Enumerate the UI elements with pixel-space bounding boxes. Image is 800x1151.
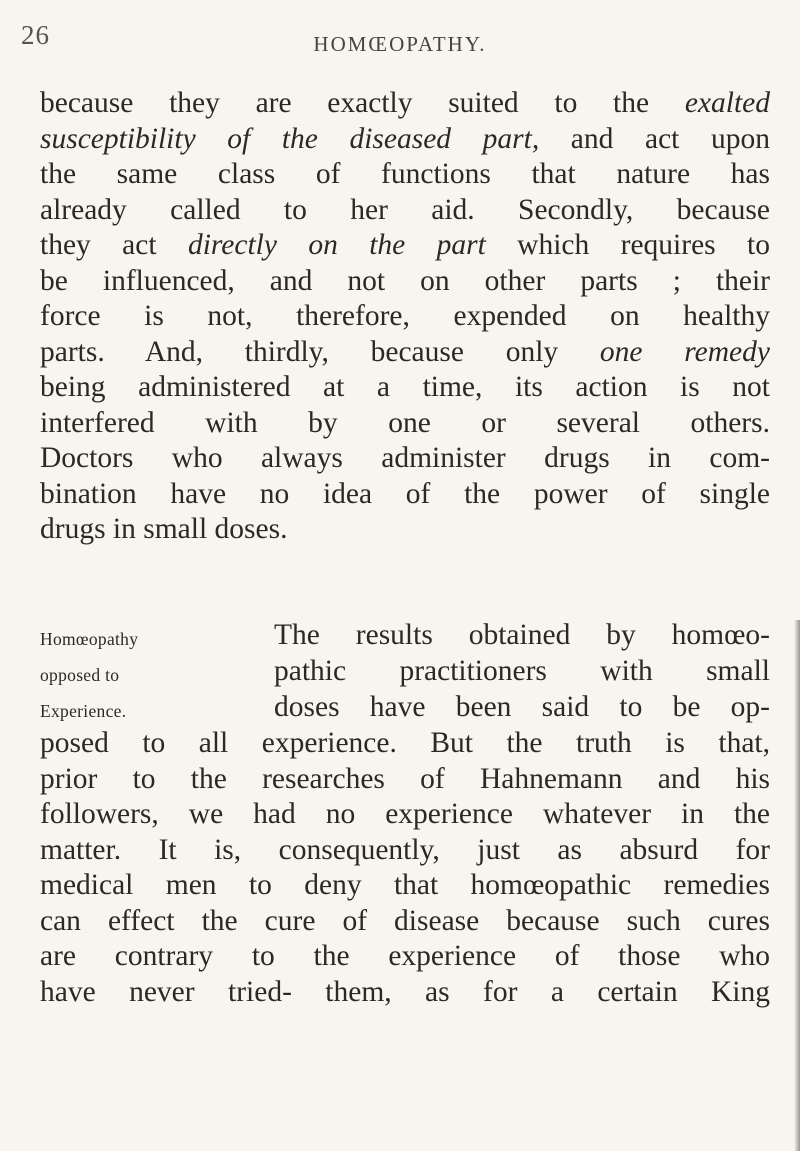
text-run: they act — [40, 229, 188, 261]
text-line: The results obtained by homœo- — [274, 619, 770, 651]
text-line: doses have been said to be op- — [274, 691, 770, 723]
text-line: are contrary to the experience of those who — [40, 940, 770, 972]
text-line — [40, 228, 770, 264]
margin-note-line: Homœopathy — [40, 629, 139, 649]
text-line: be influenced, and not on other parts ; their — [40, 264, 770, 297]
text-line: bination have no idea of the power of single — [40, 477, 770, 510]
text-line: the same class of functions that nature has — [40, 158, 770, 190]
page-edge-shadow — [794, 620, 800, 1151]
text-line: drugs in small doses. — [40, 513, 288, 545]
text-line: pathic practitioners with small — [274, 655, 770, 687]
paragraph-2 — [40, 726, 770, 1010]
text-line: followers, we had no experience whatever in the — [40, 798, 770, 830]
text-line: have never tried- them, as for a certain King — [40, 975, 770, 1008]
text-run: and act upon — [539, 122, 770, 155]
text-line: force is not, therefore, expended on healthy — [40, 300, 770, 332]
margin-note-line: opposed to — [40, 665, 120, 685]
text-run: which requires to — [485, 229, 770, 261]
italic-run: susceptibility of the diseased part, — [40, 122, 540, 155]
text-line: can effect the cure of disease because such cures — [40, 904, 770, 937]
page-number: 26 — [21, 20, 50, 50]
text-line: being administered at a time, its action is not — [40, 371, 770, 403]
text-run: because they are exactly suited to the — [40, 87, 685, 119]
text-line: matter. It is, consequently, just as absurd for — [40, 833, 770, 866]
italic-run: directly on the part — [187, 229, 486, 261]
text-line: prior to the researches of Hahnemann and his — [40, 762, 770, 795]
text-line: already called to her aid. Secondly, because — [40, 193, 770, 226]
text-line: medical men to deny that homœopathic remedies — [40, 869, 770, 901]
text-line: posed to all experience. But the truth is that, — [40, 727, 770, 759]
italic-run: exalted — [684, 87, 770, 119]
text-line: interfered with by one or several others. — [40, 406, 770, 439]
paragraph-1 — [40, 86, 770, 548]
text-line — [40, 86, 770, 122]
text-line — [40, 122, 770, 158]
text-line: Doctors who always administer drugs in com- — [40, 442, 770, 474]
text-line — [40, 335, 770, 371]
running-title: HOMŒOPATHY. — [313, 32, 487, 56]
text-run: parts. And, thirdly, because only — [40, 335, 600, 368]
margin-note-line: Experience. — [40, 701, 127, 721]
italic-run: one remedy — [599, 335, 770, 368]
